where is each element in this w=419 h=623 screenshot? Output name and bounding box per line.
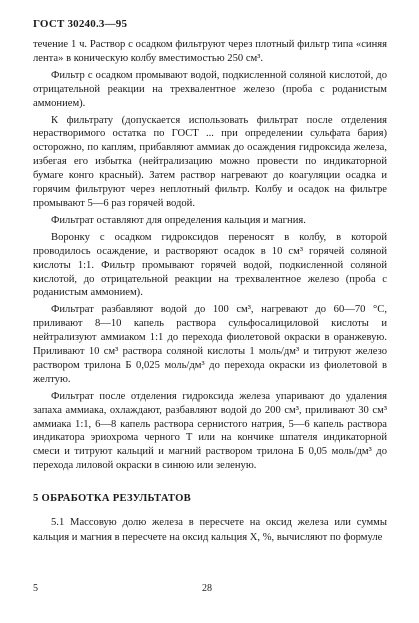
page-number: 28 bbox=[202, 583, 212, 594]
document-code: ГОСТ 30240.3—95 bbox=[33, 18, 128, 30]
paragraph-1: течение 1 ч. Раствор с осадком фильтруют через плотный фильтр типа «синяя лента» в коническую колбу вместимостью 250 см³. bbox=[33, 39, 387, 64]
paragraph-3: К фильтрату (допускается использовать фильтрат после отделения нерастворимого остатка по ГОСТ ... при определении сульфата бария) осторожно, по каплям, прибавляют аммиак до осаждения гидроксида железа, избегая его избытка (нейтрализацию можно провести по индикаторной бумаге конго красный). Затем раствор нагревают до коагуляции осадка и горячим фильтруют через неплотный фильтр. Колбу и осадок на фильтре промывают 5—6 раз горячей водой. bbox=[33, 114, 387, 209]
section-paragraph: 5.1 Массовую долю железа в пересчете на оксид железа или суммы кальция и магния в пересчете на оксид кальция X, %, вычисляют по формуле bbox=[33, 517, 387, 543]
paragraph-4: Фильтрат оставляют для определения кальция и магния. bbox=[51, 214, 306, 226]
section-heading: 5 ОБРАБОТКА РЕЗУЛЬТАТОВ bbox=[33, 493, 192, 504]
paragraph-5: Воронку с осадком гидроксидов переносят в колбу, в которой проводилось осаждение, и растворяют осадок в 10 см³ горячей соляной кислоты 1:1. Фильтр промывают горячей водой, подкисленной соляной кислотой, до отрицательной реакции на трехвалентное железо (проба с роданистым аммонием). bbox=[33, 231, 387, 299]
paragraph-6: Фильтрат разбавляют водой до 100 см³, нагревают до 60—70 °С, приливают 8—10 капель раствора сульфосалициловой кислоты и нейтрализуют аммиаком 1:1 до перехода фиолетовой окраски в оранжевую. Приливают 10 см³ раствора соляной кислоты 1 моль/дм³ и титруют железо раствором трилона Б 0,025 моль/дм³ до перехода окраски из фиолетовой в желтую. bbox=[33, 304, 387, 385]
body-text bbox=[33, 38, 387, 476]
paragraph-7: Фильтрат после отделения гидроксида железа упаривают до удаления запаха аммиака, охлаждают, разбавляют водой до 200 см³, приливают 30 см³ аммиака 1:1, 6—8 капель раствора сернистого натрия, 5—6 капель раствора индикатора эриохрома черного Т или на кончике шпателя индикаторной смеси и титруют кальций и магний раствором трилона Б 0,05 моль/дм³ до перехода лиловой окраски в синюю или зеленую. bbox=[33, 390, 387, 472]
footer-left-number: 5 bbox=[33, 583, 38, 594]
paragraph-2: Фильтр с осадком промывают водой, подкисленной соляной кислотой, до отрицательной реакции на трехвалентное железо (проба с роданистым аммонием). bbox=[33, 69, 387, 109]
